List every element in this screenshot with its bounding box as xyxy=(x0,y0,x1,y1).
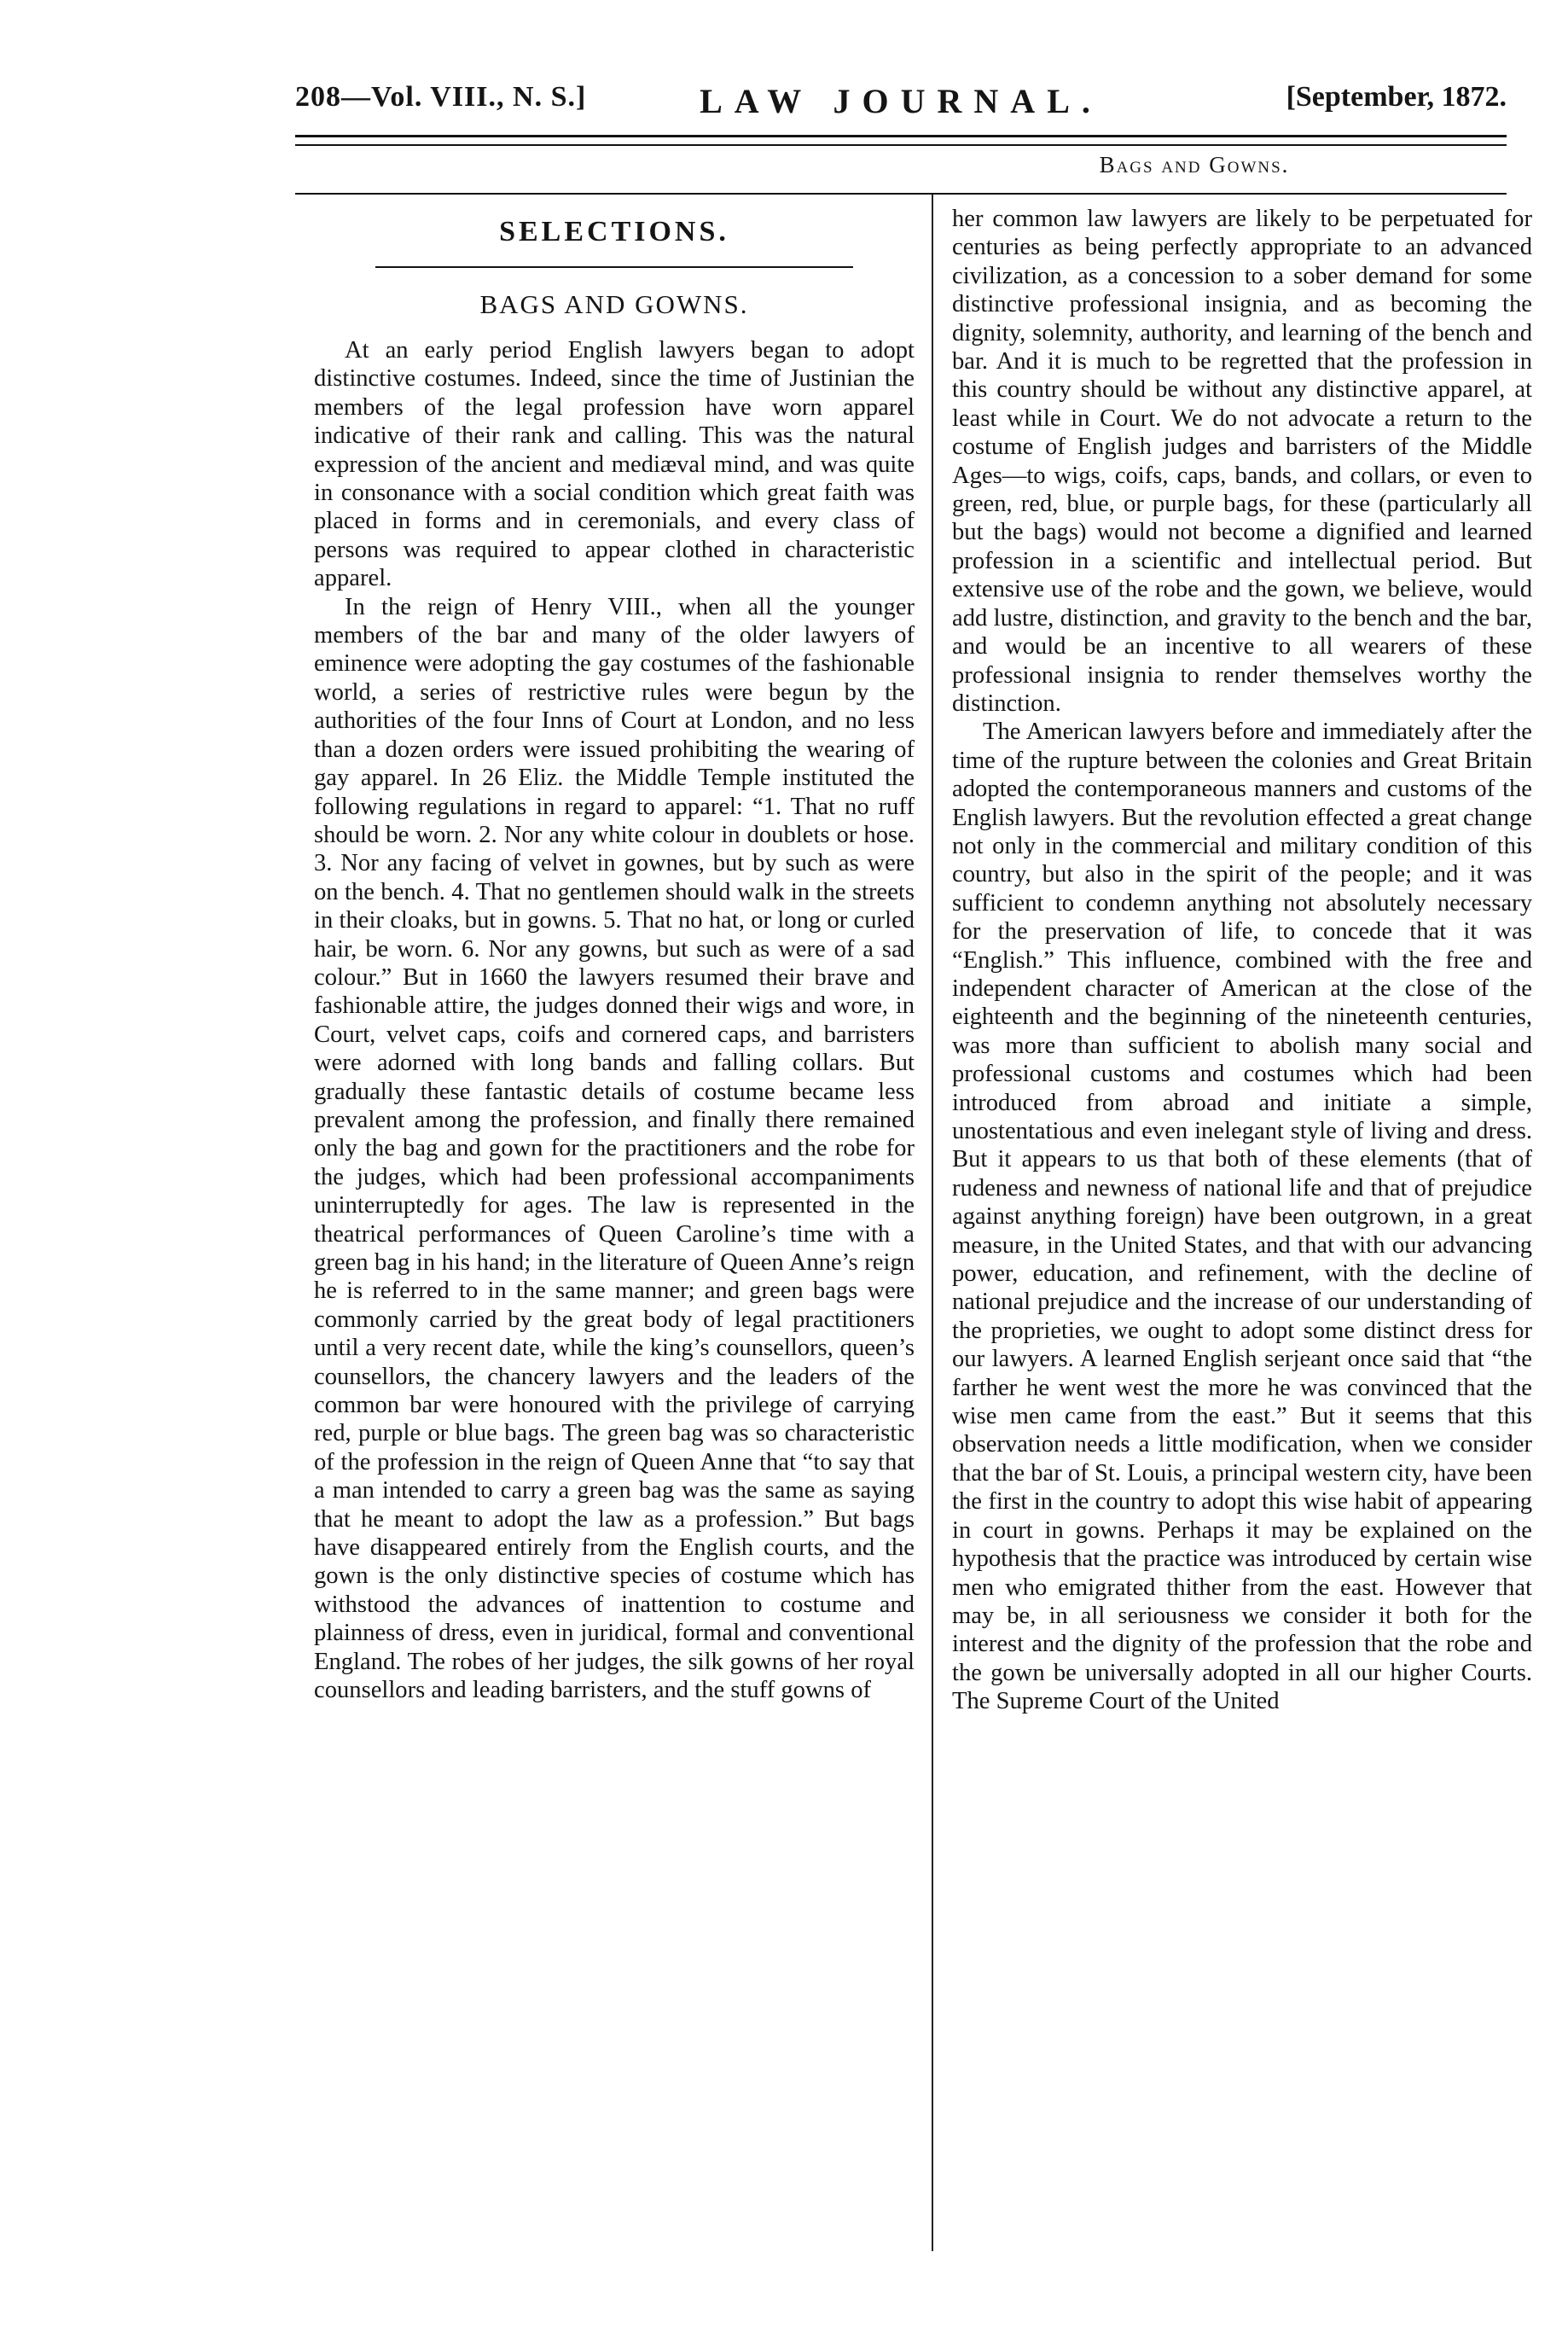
right-column xyxy=(952,205,1532,1716)
paragraph: her common law lawyers are likely to be perpetuated for centuries as being perfectly appropriate to an advanced civilization, as a concession to a sober demand for some distinctive professional insignia, and as becoming the dignity, solemnity, authority, and learning of the bench and bar. And it is much to be regretted that the profession in this country should be without any distinctive apparel, at least while in Court. We do not advocate a return to the costume of English judges and barristers of the Middle Ages—to wigs, coifs, caps, bands, and collars, or even to green, red, blue, or purple bags, for these (particularly all but the bags) would not become a dignified and learned profession in a scientific and intellectual period. But extensive use of the robe and the gown, we believe, would add lustre, distinction, and gravity to the bench and the bar, and would be an incentive to all wearers of these professional insignia to render themselves worthy the distinction. xyxy=(952,206,1532,717)
paragraph: The American lawyers before and immediately after the time of the rupture between the colonies and Great Britain adopted the contemporaneous manners and customs of the English lawyers. But the revolution effected a great change not only in the commercial and military condition of this country, but also in the spirit of the people; and it was sufficient to condemn anything not absolutely necessary for the preservation of life, to concede that it was “English.” This influence, combined with the free and independent character of American at the close of the eighteenth and the beginning of the nineteenth centuries, was more than sufficient to abolish many social and professional customs and costumes which had been introduced from abroad and initiate a simple, unostentatious and even inelegant style of living and dress. But it appears to us that both of these elements (that of rudeness and newness of national life and that of prejudice against anything foreign) have been outgrown, in a great measure, in the United States, and that with our advancing power, education, and refinement, with the decline of national prejudice and the increase of our understanding of the proprieties, we ought to adopt some distinct dress for our lawyers. A learned English serjeant once said that “the farther he went west the more he was convinced that the wise men came from the east.” But it seems that this observation needs a little modification, when we consider that the bar of St. Louis, a principal western city, have been the first in the country to adopt this wise habit of appearing in court in gowns. Perhaps it may be explained on the hypothesis that the practice was introduced by certain wise men who emigrated thither from the east. However that may be, in all seriousness we consider it both for the interest and the dignity of the profession that the robe and the gown be universally adopted in all our higher Courts. The Supreme Court of the United xyxy=(952,719,1532,1715)
page-header xyxy=(295,81,1507,132)
journal-title: LAW JOURNAL. xyxy=(700,82,1102,120)
running-head: Bags and Gowns. xyxy=(1099,152,1290,177)
paragraph: In the reign of Henry VIII., when all the younger members of the bar and many of the older lawyers of eminence were adopting the gay costumes of the fashionable world, a series of restrictive rules were begun by the authorities of the four Inns of Court at London, and no less than a dozen orders were issued prohibiting the wearing of gay apparel. In 26 Eliz. the Middle Temple instituted the following regulations in regard to apparel: “1. That no ruff should be worn. 2. Nor any white colour in doublets or hose. 3. Nor any facing of velvet in gownes, but by such as were on the bench. 4. That no gentlemen should walk in the streets in their cloaks, but in gowns. 5. That no hat, or long or curled hair, be worn. 6. Nor any gowns, but such as were of a sad colour.” But in 1660 the lawyers resumed their brave and fashionable attire, the judges donned their wigs and wore, in Court, velvet caps, coifs and cornered caps, and barristers were adorned with long bands and falling collars. But gradually these fantastic details of costume became less prevalent among the profession, and finally there remained only the bag and gown for the practitioners and the robe for the judges, which had been professional accompaniments uninterruptedly for ages. The law is represented in the theatrical performances of Queen Caroline’s time with a green bag in his hand; in the literature of Queen Anne’s reign he is referred to in the same manner; and green bags were commonly carried by the great body of legal practitioners until a very recent date, while the king’s counsellors, queen’s counsellors, the chancery lawyers and the leaders of the common bar were honoured with the privilege of carrying red, purple or blue bags. The green bag was so characteristic of the profession in the reign of Queen Anne that “to say that a man intended to carry a green bag was the same as saying that he meant to adopt the law as a profession.” But bags have disappeared entirely from the English courts, and the gown is the only distinctive species of costume which has withstood the advances of inattention to costume and plainness of dress, even in juridical, formal and conventional England. The robes of her judges, the silk gowns of her royal counsellors and leading barristers, and the stuff gowns of xyxy=(314,593,915,1704)
page-number-volume: 208—Vol. VIII., N. S.] xyxy=(295,81,587,113)
left-column xyxy=(314,205,915,1705)
header-double-rule xyxy=(295,135,1507,146)
paragraph: At an early period English lawyers began to adopt distinctive costumes. Indeed, since the time of Justinian the members of the legal profession have worn apparel indicative of their rank and calling. This was the natural expression of the ancient and mediæval mind, and was quite in consonance with a social condition which great faith was placed in forms and in ceremonials, and every class of persons was required to appear clothed in characteristic apparel. xyxy=(314,337,915,592)
column-divider xyxy=(932,195,933,2251)
section-title: SELECTIONS. xyxy=(499,216,729,247)
article-title: BAGS AND GOWNS. xyxy=(479,289,749,319)
running-head-rule xyxy=(295,193,1507,195)
section-title-rule xyxy=(375,266,853,268)
issue-date: [September, 1872. xyxy=(1286,81,1507,113)
